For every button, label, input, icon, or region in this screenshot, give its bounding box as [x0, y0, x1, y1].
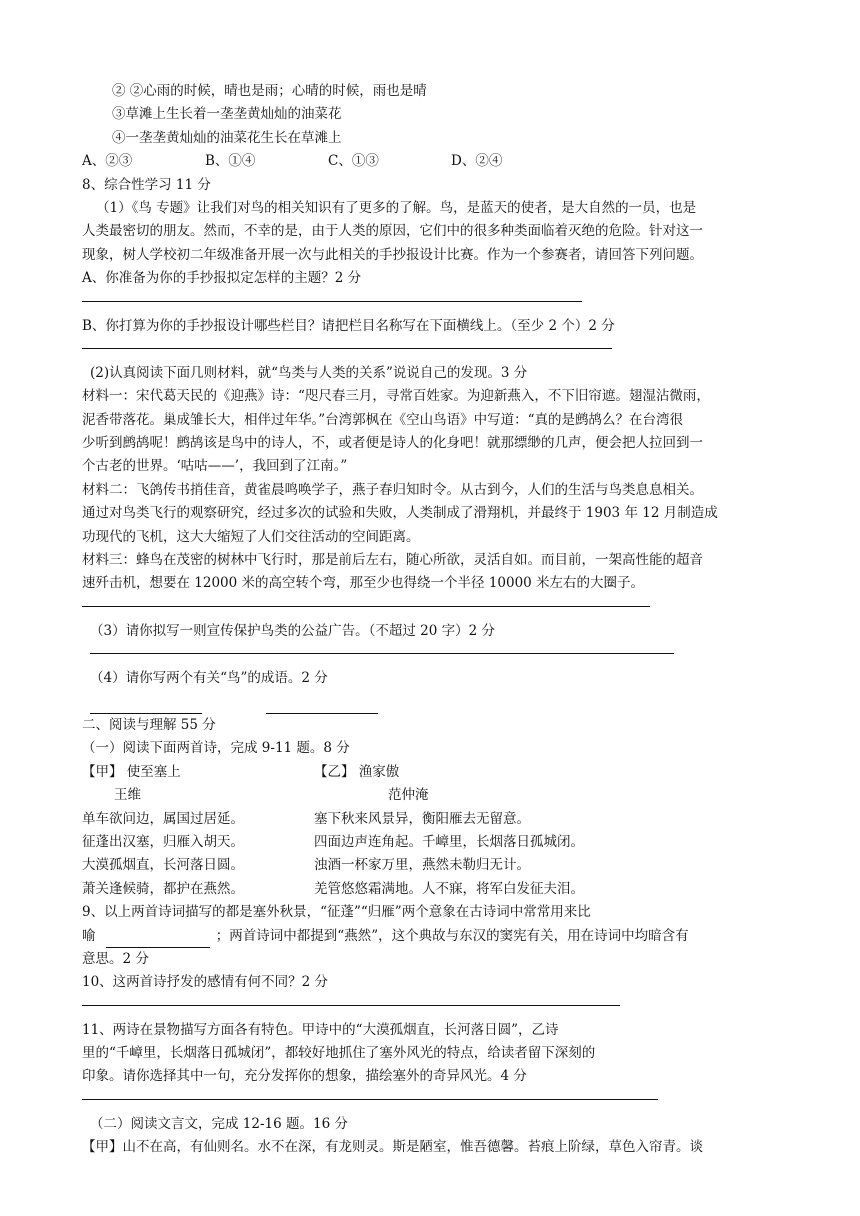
q8-1-line-2: 人类最密切的朋友。然而，不幸的是，由于人类的原因，它们中的很多种类面临着灭绝的危险。针对这一: [82, 223, 703, 240]
section-2-title: 二、阅读与理解 55 分: [82, 716, 216, 733]
q7-item-2: ② ②心雨的时候，晴也是雨；心晴的时候，雨也是晴: [112, 83, 427, 99]
poem-row: [82, 878, 782, 901]
poem-jia-label: 【甲】: [82, 763, 123, 780]
q8-1-line-1: （1）《鸟 专题》让我们对鸟的相关知识有了更多的了解。鸟，是蓝天的使者，是大自然的一员，也是: [96, 199, 697, 216]
q8-b: B、你打算为你的手抄报设计哪些栏目？请把栏目名称写在下面横线上。（至少 2 个）2 分: [82, 317, 615, 334]
poem-jia-title: 使至塞上: [126, 763, 181, 780]
q7-item-3: ③草滩上生长着一垄垄黄灿灿的油菜花: [112, 106, 342, 123]
poem-yi-line: 塞下秋来风景异，衡阳雁去无留意。: [314, 810, 530, 827]
q11-line-1: 11、两诗在景物描写方面各有特色。甲诗中的“大漠孤烟直，长河落日圆”，乙诗: [82, 1021, 559, 1038]
q10: 10、这两首诗抒发的感情有何不同？2 分: [82, 974, 329, 991]
material-3-line-2: 速歼击机，想要在 12000 米的高空转个弯，那至少也得绕一个半径 10000 米左右的大圈子。: [82, 575, 645, 592]
poem-header-row: [82, 761, 782, 784]
q9-blank[interactable]: [106, 933, 210, 948]
part-2-title: （二）阅读文言文，完成 12-16 题。16 分: [90, 1115, 348, 1132]
poem-yi-label: 【乙】: [314, 763, 355, 780]
poem-yi-line: 浊酒一杯家万里，燕然未勒归无计。: [314, 857, 530, 874]
poem-yi-line: 四面边声连角起。千嶂里，长烟落日孤城闭。: [314, 833, 584, 850]
poem-author-row: [82, 784, 782, 807]
material-2-line-1: 材料二：飞鸽传书捎佳音，黄雀晨鸣唤学子，燕子春归知时令。从古到今，人们的生活与鸟类息息相关。: [82, 481, 703, 498]
part-1-title: （一）阅读下面两首诗，完成 9-11 题。8 分: [82, 740, 350, 757]
q7-option-a: A、②③: [82, 153, 133, 170]
poem-yi-title: 渔家傲: [358, 763, 400, 780]
answer-line-q8-3[interactable]: [90, 643, 674, 654]
q8-3: （3）请你拟写一则宣传保护鸟类的公益广告。（不超过 20 字）2 分: [90, 622, 495, 639]
idiom-blank-1[interactable]: [90, 699, 202, 714]
q9-line-3: 意思。2 分: [82, 950, 149, 967]
exam-page: [82, 80, 782, 1160]
material-2-line-2: 通过对鸟类飞行的观察研究，经过多次的试验和失败，人类制成了滑翔机，并最终于 1903 年 12 月制造成: [82, 505, 718, 522]
poem-jia-line: 大漠孤烟直，长河落日圆。: [82, 857, 244, 874]
q7-option-d: D、②④: [451, 153, 503, 170]
q8-2: (2)认真阅读下面几则材料，就“鸟类与人类的关系”说说自己的发现。3 分: [90, 364, 528, 381]
q8-1-line-3: 现象，树人学校初二年级准备开展一次与此相关的手抄报设计比赛。作为一个参赛者，请回答下列问题。: [82, 246, 703, 263]
q8-4: （4）请你写两个有关“鸟”的成语。2 分: [90, 670, 328, 687]
poem-jia-line: 单车欲问边，属国过居延。: [82, 810, 244, 827]
poem-yi-author: 范仲淹: [388, 787, 429, 804]
passage-jia-line-1: 【甲】山不在高，有仙则名。水不在深，有龙则灵。斯是陋室，惟吾德馨。苔痕上阶绿，草色入帘青。谈: [82, 1139, 703, 1156]
poem-jia-line: 征蓬出汉塞，归雁入胡天。: [82, 833, 244, 850]
material-2-line-3: 功现代的飞机，这大大缩短了人们交往活动的空间距离。: [82, 528, 420, 545]
answer-line-q8a[interactable]: [82, 291, 582, 302]
q9-suffix: ；两首诗词中都提到“燕然”，这个典故与东汉的窦宪有关，用在诗词中均暗含有: [215, 927, 689, 944]
idiom-blank-2[interactable]: [266, 699, 378, 714]
answer-line-q10[interactable]: [82, 995, 620, 1006]
answer-line-q11[interactable]: [82, 1089, 658, 1100]
poem-yi-line: 羌管悠悠霜满地。人不寐，将军白发征夫泪。: [314, 880, 584, 897]
poem-row: [82, 831, 782, 854]
q7-item-4: ④一垄垄黄灿灿的油菜花生长在草滩上: [112, 129, 342, 146]
q8-4-blanks: [82, 691, 782, 714]
q7-option-b: B、①④: [205, 153, 256, 170]
material-1-line-4: 个古老的世界。‘咕咕——’，我回到了江南。”: [82, 458, 348, 475]
material-1-line-1: 材料一：宋代葛天民的《迎燕》诗：“咫尺春三月，寻常百姓家。为迎新燕入，不下旧帘遮。翅湿沾微雨，: [82, 388, 710, 405]
q7-options: [82, 150, 782, 173]
q9-line-1: 9、以上两首诗词描写的都是塞外秋景，“征蓬”“归雁”两个意象在古诗词中常常用来比: [82, 904, 591, 921]
q11-line-2: 里的“千嶂里，长烟落日孤城闭”，都较好地抓住了塞外风光的特点，给读者留下深刻的: [82, 1045, 596, 1062]
q7-option-c: C、①③: [328, 153, 379, 170]
answer-line-q8-2[interactable]: [82, 596, 650, 607]
poem-row: [82, 808, 782, 831]
poem-row: [82, 854, 782, 877]
material-3-line-1: 材料三：蜂鸟在茂密的树林中飞行时，那是前后左右，随心所欲，灵活自如。而目前，一架高性能的超音: [82, 552, 703, 569]
material-1-line-2: 泥香带落花。巢成雏长大，相伴过年华。”台湾郭枫在《空山鸟语》中写道：“真的是鹧鸪么？在台湾很: [82, 411, 684, 428]
q9-prefix: 喻: [82, 927, 96, 944]
material-1-line-3: 少听到鹧鸪呢！鹧鸪该是鸟中的诗人，不，或者便是诗人的化身吧！就那缥缈的几声，便会把人拉回到一: [82, 435, 703, 452]
q9-line-2: [82, 925, 782, 948]
poem-jia-author: 王维: [114, 787, 141, 804]
q8-title: 8、综合性学习 11 分: [82, 176, 211, 193]
q11-line-3: 印象。请你选择其中一句，充分发挥你的想象，描绘塞外的奇异风光。4 分: [82, 1068, 527, 1085]
answer-line-q8b[interactable]: [82, 338, 612, 349]
q8-a: A、你准备为你的手抄报拟定怎样的主题？2 分: [82, 270, 362, 287]
poem-jia-line: 萧关逢候骑，都护在燕然。: [82, 880, 244, 897]
